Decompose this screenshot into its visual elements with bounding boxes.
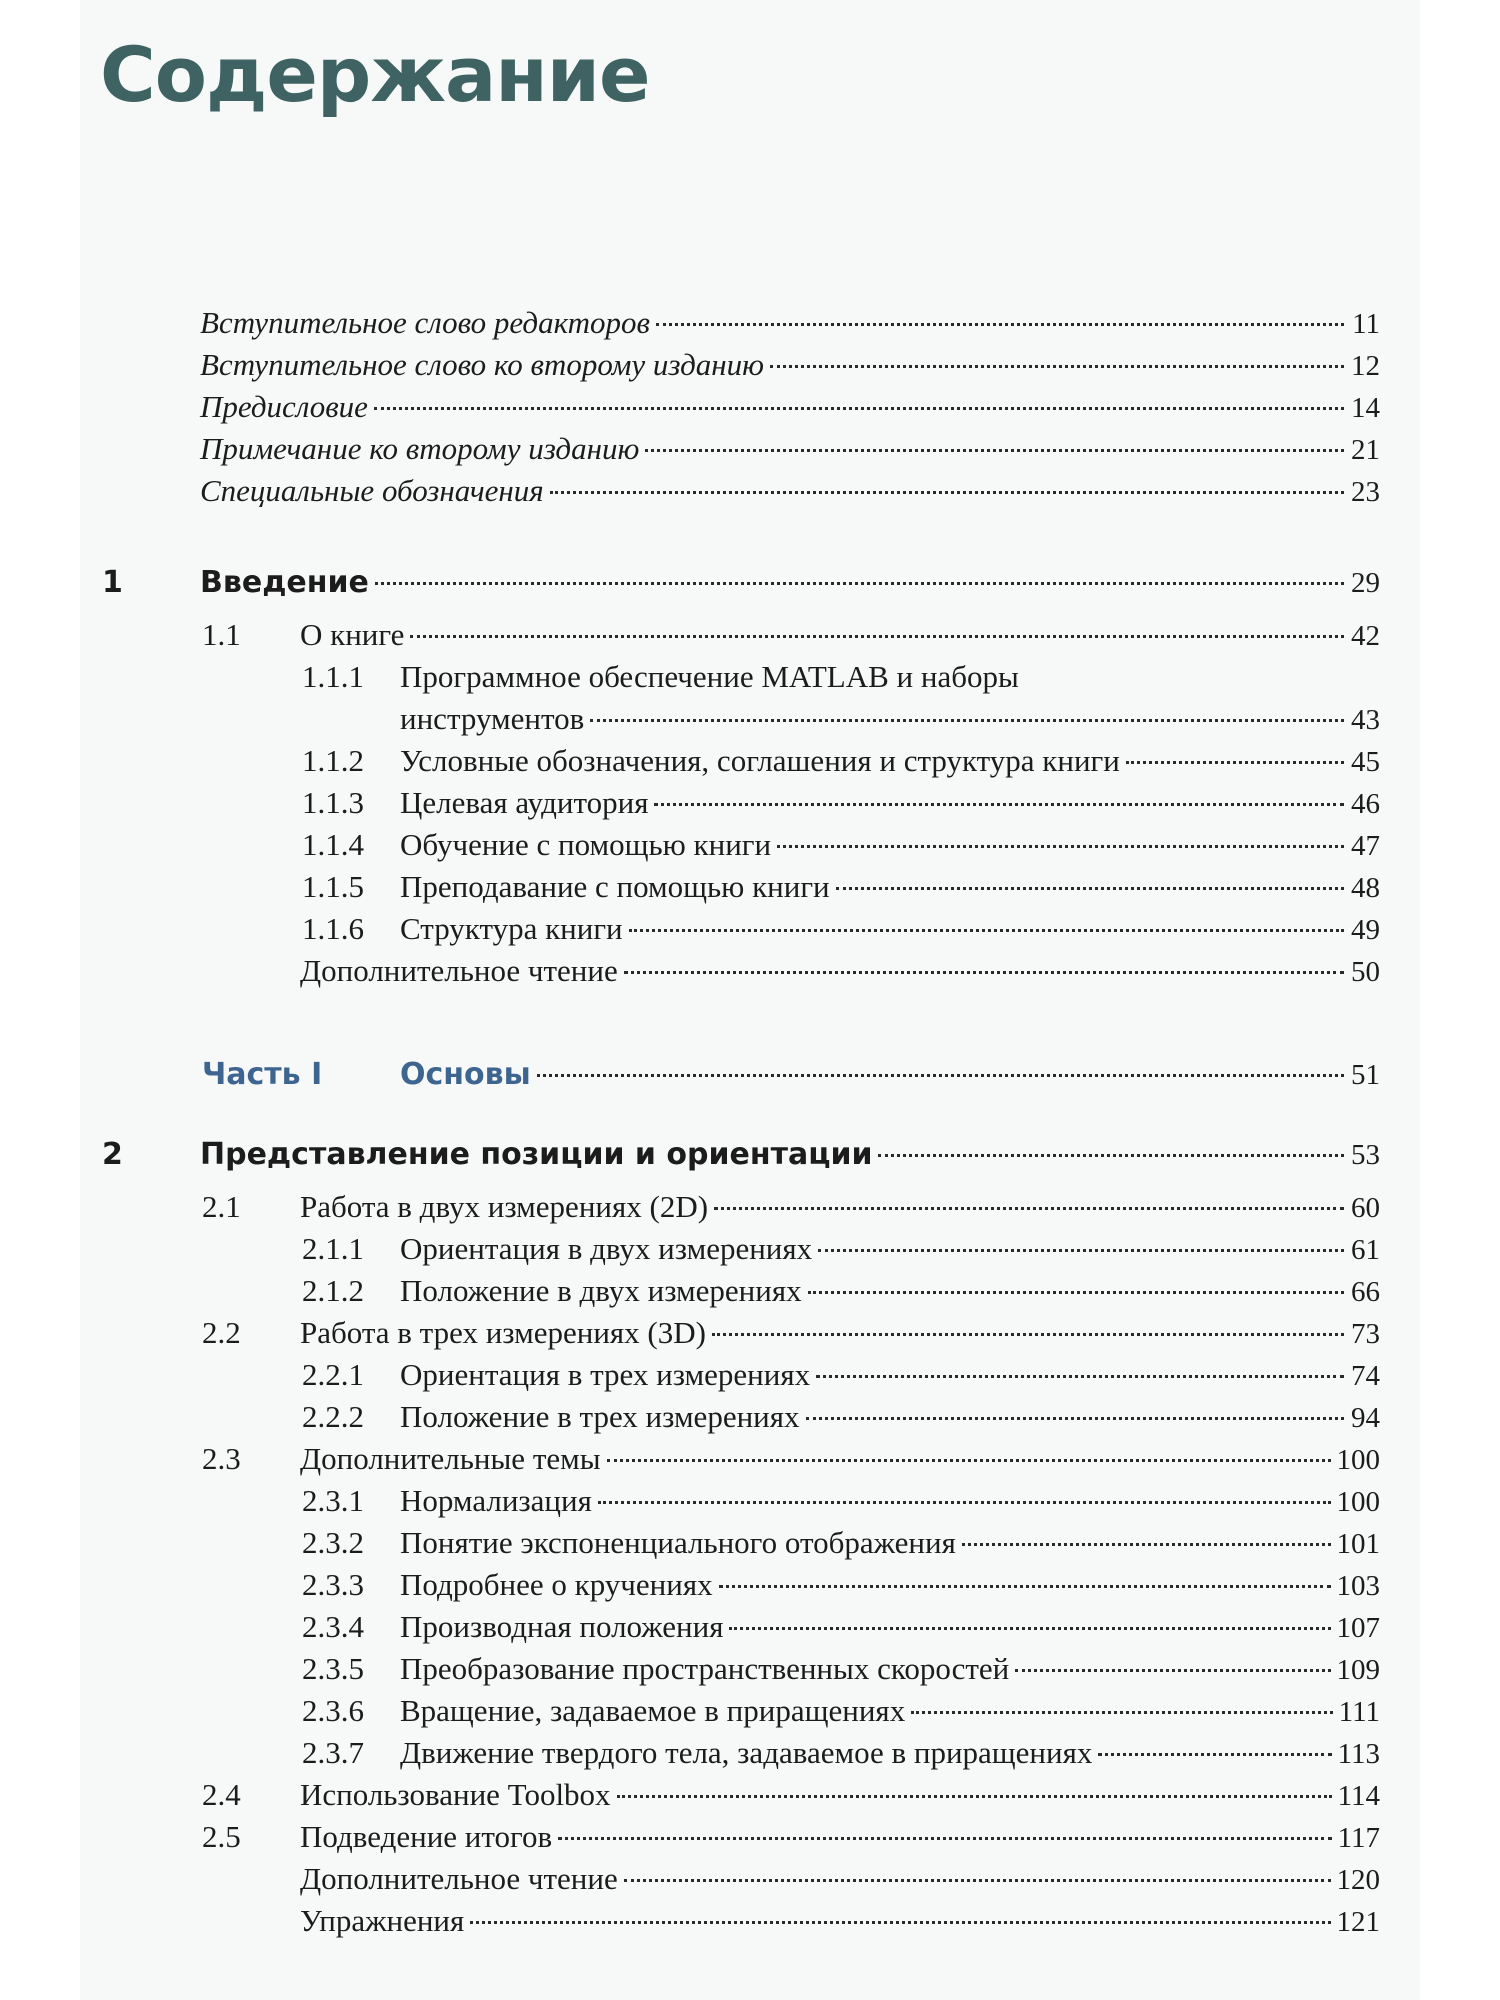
chapter-title: Представление позиции и ориентации	[200, 1137, 873, 1172]
entry-title: Подведение итогов	[300, 1819, 553, 1854]
page-number: 101	[1336, 1528, 1380, 1560]
entry-title: Преподавание с помощью книги	[400, 869, 830, 904]
subsection-number: 1.1.2	[302, 743, 364, 778]
toc-section[interactable]	[0, 1186, 1500, 1228]
entry-title: Дополнительные темы	[300, 1441, 601, 1476]
toc-section[interactable]	[0, 1438, 1500, 1480]
page-number: 103	[1336, 1570, 1380, 1602]
entry-title: Дополнительное чтение	[300, 953, 618, 988]
leader-dots	[624, 1879, 1331, 1882]
leader-dots	[729, 1627, 1330, 1630]
leader-dots	[770, 365, 1344, 368]
leader-dots	[1098, 1753, 1331, 1756]
leader-dots	[911, 1711, 1332, 1714]
subsection-number: 2.3.3	[302, 1567, 364, 1602]
entry-title: Вступительное слово ко второму изданию	[200, 347, 765, 382]
leader-dots	[1015, 1669, 1330, 1672]
page-number: 94	[1351, 1402, 1380, 1434]
toc-chapter[interactable]	[0, 1134, 1500, 1176]
leader-dots	[836, 887, 1344, 890]
subsection-number: 2.2.1	[302, 1357, 364, 1392]
entry-title: Работа в трех измерениях (3D)	[300, 1315, 706, 1350]
page-title: Содержание	[100, 30, 650, 119]
toc-section[interactable]	[0, 614, 1500, 656]
entry-title-line1: Программное обеспечение MATLAB и наборы	[400, 659, 1019, 694]
toc-entry[interactable]	[0, 344, 1500, 386]
page-number: 50	[1351, 956, 1380, 988]
toc-subsection-continued[interactable]	[0, 698, 1500, 740]
page-number: 74	[1351, 1360, 1380, 1392]
toc-section[interactable]	[0, 1774, 1500, 1816]
leader-dots	[878, 1154, 1344, 1157]
section-number: 2.5	[202, 1819, 241, 1854]
toc-section[interactable]	[0, 1312, 1500, 1354]
entry-title: Вступительное слово редакторов	[200, 305, 651, 340]
leader-dots	[374, 407, 1344, 410]
leader-dots	[654, 803, 1344, 806]
leader-dots	[629, 929, 1344, 932]
page-number: 107	[1336, 1612, 1380, 1644]
leader-dots	[656, 323, 1344, 326]
toc-entry[interactable]	[0, 470, 1500, 512]
subsection-number: 2.3.4	[302, 1609, 364, 1644]
subsection-number: 2.1.1	[302, 1231, 364, 1266]
subsection-number: 2.1.2	[302, 1273, 364, 1308]
entry-title: Условные обозначения, соглашения и структура книги	[400, 743, 1120, 778]
leader-dots	[470, 1921, 1330, 1924]
section-number: 2.1	[202, 1189, 241, 1224]
subsection-number: 2.3.7	[302, 1735, 364, 1770]
leader-dots	[550, 491, 1344, 494]
subsection-number: 1.1.3	[302, 785, 364, 820]
leader-dots	[410, 635, 1344, 638]
entry-title: Использование Toolbox	[300, 1777, 611, 1812]
page-number: 51	[1351, 1059, 1380, 1091]
page-number: 120	[1336, 1864, 1380, 1896]
leader-dots	[777, 845, 1344, 848]
page-number: 117	[1337, 1822, 1380, 1854]
page-number: 100	[1336, 1444, 1380, 1476]
leader-dots	[624, 971, 1344, 974]
page-number: 100	[1336, 1486, 1380, 1518]
subsection-number: 2.3.2	[302, 1525, 364, 1560]
toc-subsection[interactable]	[0, 908, 1500, 950]
subsection-number: 1.1.4	[302, 827, 364, 862]
leader-dots	[719, 1585, 1331, 1588]
toc-subsection[interactable]	[0, 1690, 1500, 1732]
entry-title: Дополнительное чтение	[300, 1861, 618, 1896]
page-number: 61	[1351, 1234, 1380, 1266]
toc-subsection[interactable]	[0, 824, 1500, 866]
chapter-title: Введение	[200, 565, 369, 600]
entry-title-line2: инструментов	[400, 701, 585, 736]
toc-subsection[interactable]	[0, 1522, 1500, 1564]
page-number: 23	[1351, 476, 1380, 508]
entry-title: Примечание ко второму изданию	[200, 431, 640, 466]
section-number: 1.1	[202, 617, 241, 652]
entry-title: Ориентация в двух измерениях	[400, 1231, 813, 1266]
page-number: 46	[1351, 788, 1380, 820]
leader-dots	[818, 1249, 1344, 1252]
leader-dots	[714, 1207, 1344, 1210]
entry-title: Положение в двух измерениях	[400, 1273, 802, 1308]
entry-title: Понятие экспоненциального отображения	[400, 1525, 956, 1560]
leader-dots	[806, 1417, 1344, 1420]
part-title: Основы	[400, 1057, 531, 1092]
section-number: 2.4	[202, 1777, 241, 1812]
subsection-number: 1.1.1	[302, 659, 364, 694]
toc-entry[interactable]	[0, 386, 1500, 428]
toc-subsection[interactable]	[0, 866, 1500, 908]
entry-title: Производная положения	[400, 1609, 724, 1644]
toc-subsection[interactable]	[0, 740, 1500, 782]
toc-subsection[interactable]	[0, 1480, 1500, 1522]
page-number: 43	[1351, 704, 1380, 736]
page-number: 29	[1351, 567, 1380, 599]
toc-subsection[interactable]	[0, 1354, 1500, 1396]
toc-part[interactable]	[0, 1054, 1500, 1096]
leader-dots	[537, 1074, 1344, 1077]
leader-dots	[590, 719, 1344, 722]
page-number: 48	[1351, 872, 1380, 904]
subsection-number: 2.2.2	[302, 1399, 364, 1434]
toc-subsection[interactable]	[0, 1228, 1500, 1270]
entry-title: Нормализация	[400, 1483, 592, 1518]
page-number: 114	[1337, 1780, 1380, 1812]
entry-title: Упражнения	[300, 1903, 465, 1938]
entry-title: Ориентация в трех измерениях	[400, 1357, 811, 1392]
section-number: 2.2	[202, 1315, 241, 1350]
entry-title: Вращение, задаваемое в приращениях	[400, 1693, 906, 1728]
entry-title: Подробнее о кручениях	[400, 1567, 713, 1602]
page-number: 53	[1351, 1139, 1380, 1171]
leader-dots	[816, 1375, 1344, 1378]
leader-dots	[645, 449, 1344, 452]
entry-title: Целевая аудитория	[400, 785, 649, 820]
page-number: 21	[1351, 434, 1380, 466]
entry-title: Структура книги	[400, 911, 623, 946]
toc-section[interactable]	[0, 1900, 1500, 1942]
entry-title: Преобразование пространственных скоростей	[400, 1651, 1010, 1686]
subsection-number: 2.3.1	[302, 1483, 364, 1518]
part-label: Часть I	[202, 1057, 323, 1092]
chapter-number: 1	[102, 565, 123, 600]
page-number: 49	[1351, 914, 1380, 946]
leader-dots	[558, 1837, 1331, 1840]
subsection-number: 2.3.5	[302, 1651, 364, 1686]
toc-entry[interactable]	[0, 302, 1500, 344]
entry-title: Движение твердого тела, задаваемое в приращениях	[400, 1735, 1093, 1770]
leader-dots	[607, 1459, 1331, 1462]
section-number: 2.3	[202, 1441, 241, 1476]
page-number: 121	[1336, 1906, 1380, 1938]
page-number: 14	[1351, 392, 1380, 424]
leader-dots	[1126, 761, 1344, 764]
toc-subsection[interactable]	[0, 1648, 1500, 1690]
leader-dots	[598, 1501, 1331, 1504]
page-number: 42	[1351, 620, 1380, 652]
leader-dots	[962, 1543, 1331, 1546]
page-number: 109	[1336, 1654, 1380, 1686]
chapter-number: 2	[102, 1137, 123, 1172]
toc-subsection[interactable]	[0, 1606, 1500, 1648]
leader-dots	[375, 582, 1344, 585]
toc-chapter[interactable]	[0, 562, 1500, 604]
subsection-number: 1.1.5	[302, 869, 364, 904]
entry-title: О книге	[300, 617, 405, 652]
toc-subsection[interactable]	[0, 1396, 1500, 1438]
entry-title: Обучение с помощью книги	[400, 827, 772, 862]
toc-section[interactable]	[0, 1816, 1500, 1858]
leader-dots	[617, 1795, 1332, 1798]
page-number: 12	[1351, 350, 1380, 382]
entry-title: Специальные обозначения	[200, 473, 544, 508]
toc-subsection[interactable]	[0, 782, 1500, 824]
toc-subsection[interactable]	[0, 656, 1500, 698]
leader-dots	[712, 1333, 1344, 1336]
toc-subsection[interactable]	[0, 1732, 1500, 1774]
page-number: 66	[1351, 1276, 1380, 1308]
subsection-number: 2.3.6	[302, 1693, 364, 1728]
toc-entry[interactable]	[0, 428, 1500, 470]
entry-title: Положение в трех измерениях	[400, 1399, 800, 1434]
page-number: 47	[1351, 830, 1380, 862]
toc-subsection[interactable]	[0, 1270, 1500, 1312]
page-number: 113	[1337, 1738, 1380, 1770]
entry-title: Предисловие	[200, 389, 368, 424]
page-number: 111	[1338, 1696, 1380, 1728]
toc-section[interactable]	[0, 1858, 1500, 1900]
toc-section[interactable]	[0, 950, 1500, 992]
page-number: 11	[1352, 308, 1380, 340]
entry-title: Работа в двух измерениях (2D)	[300, 1189, 709, 1224]
subsection-number: 1.1.6	[302, 911, 364, 946]
page-number: 45	[1351, 746, 1380, 778]
leader-dots	[808, 1291, 1344, 1294]
page-number: 73	[1351, 1318, 1380, 1350]
toc-subsection[interactable]	[0, 1564, 1500, 1606]
page-number: 60	[1351, 1192, 1380, 1224]
